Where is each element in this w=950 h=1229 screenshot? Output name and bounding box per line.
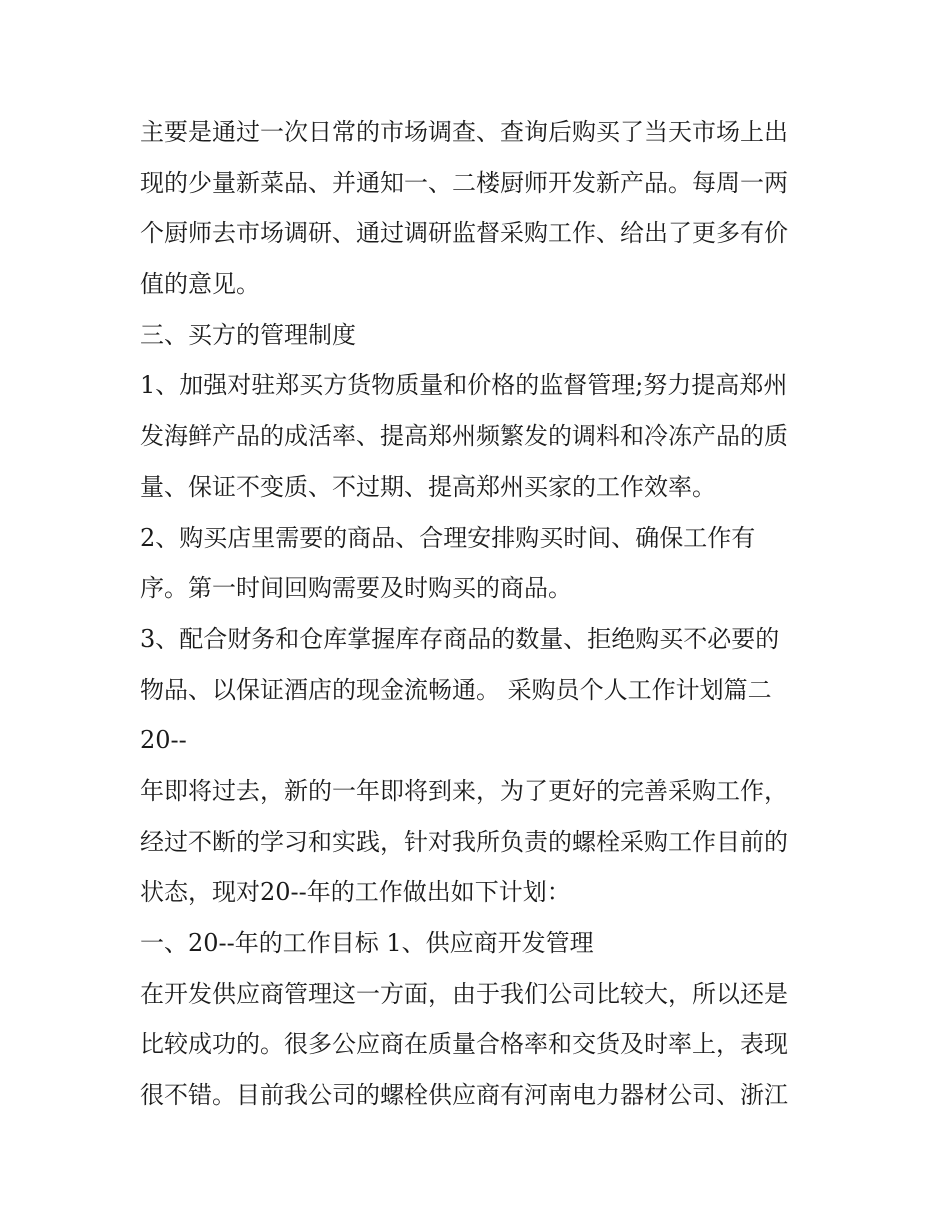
- text-line: 现的少量新菜品、并通知一、二楼厨师开发新产品。每周一两: [140, 168, 788, 197]
- text-line: 1、加强对驻郑买方货物质量和价格的监督管理;努力提高郑州: [140, 371, 788, 400]
- text-line: 3、配合财务和仓库掌握库存商品的数量、拒绝购买不必要的: [140, 624, 780, 653]
- section-heading: 三、买方的管理制度: [140, 320, 356, 349]
- document-body: [140, 107, 820, 1121]
- text-line: 年即将过去，新的一年即将到来，为了更好的完善采购工作，: [140, 776, 788, 805]
- text-line: 发海鲜产品的成活率、提高郑州频繁发的调料和冷冻产品的质: [140, 422, 788, 451]
- text-line: 经过不断的学习和实践，针对我所负责的螺栓采购工作目前的: [140, 827, 788, 856]
- text-line: 主要是通过一次日常的市场调查、查询后购买了当天市场上出: [140, 118, 788, 146]
- text-line: 量、保证不变质、不过期、提高郑州买家的工作效率。: [140, 472, 716, 501]
- text-line: 个厨师去市场调研、通过调研监督采购工作、给出了更多有价: [140, 219, 788, 248]
- text-line: 状态，现对20--年的工作做出如下计划：: [140, 878, 571, 907]
- text-line: 在开发供应商管理这一方面，由于我们公司比较大，所以还是: [140, 979, 788, 1008]
- text-line: 2、购买店里需要的商品、合理安排购买时间、确保工作有: [140, 523, 756, 552]
- text-line: 物品、以保证酒店的现金流畅通。 采购员个人工作计划篇二: [140, 675, 772, 704]
- text-line: 20--: [140, 726, 187, 755]
- text-line: 值的意见。: [140, 270, 260, 299]
- section-heading: 一、20--年的工作目标 1、供应商开发管理: [140, 929, 594, 957]
- text-line: 很不错。目前我公司的螺栓供应商有河南电力器材公司、浙江: [140, 1081, 788, 1110]
- text-line: 比较成功的。很多公应商在质量合格率和交货及时率上，表现: [140, 1030, 788, 1059]
- text-line: 序。第一时间回购需要及时购买的商品。: [140, 574, 572, 603]
